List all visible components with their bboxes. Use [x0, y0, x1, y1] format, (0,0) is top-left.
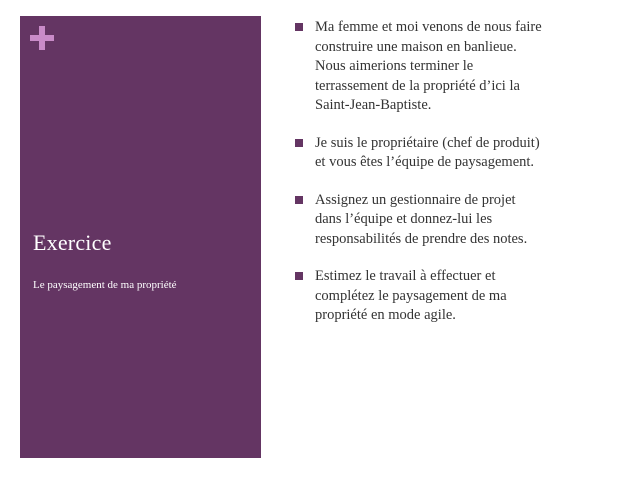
bullet-text [315, 18, 625, 116]
square-bullet-icon [295, 139, 303, 147]
bullet-text [315, 134, 625, 173]
slide-title: Exercice [33, 230, 112, 255]
title-panel [20, 16, 261, 458]
square-bullet-icon [295, 272, 303, 280]
square-bullet-icon [295, 196, 303, 204]
bullet-item [295, 134, 625, 173]
bullet-line: et vous êtes l’équipe de paysagement. [315, 154, 535, 170]
bullet-line: Assignez un gestionnaire de projet [315, 191, 516, 208]
bullet-text [315, 267, 625, 326]
bullet-line: Ma femme et moi venons de nous faire [315, 19, 542, 35]
plus-icon-vertical-bar [39, 26, 45, 50]
slide-subtitle: Le paysagement de ma propriété [33, 279, 177, 291]
bullet-line: terrassement de la propriété d’ici la [315, 77, 520, 94]
bullet-line: complétez le paysagement de ma [315, 287, 507, 304]
square-bullet-icon [295, 23, 303, 31]
bullet-line: responsabilités de prendre des notes. [315, 230, 528, 247]
bullet-line: propriété en mode agile. [315, 307, 456, 323]
bullet-line: Saint-Jean-Baptiste. [315, 97, 432, 113]
plus-icon [30, 26, 54, 50]
bullet-item [295, 18, 625, 116]
bullet-line: dans l’équipe et donnez-lui les [315, 211, 493, 227]
bullet-line: Nous aimerions terminer le [315, 58, 474, 74]
bullet-list [295, 18, 625, 326]
bullet-line: Je suis le propriétaire (chef de produit) [315, 134, 540, 151]
bullet-text [315, 191, 625, 250]
bullet-item [295, 267, 625, 326]
bullet-item [295, 191, 625, 250]
bullet-line: construire une maison en banlieue. [315, 38, 517, 55]
bullet-line: Estimez le travail à effectuer et [315, 268, 496, 284]
